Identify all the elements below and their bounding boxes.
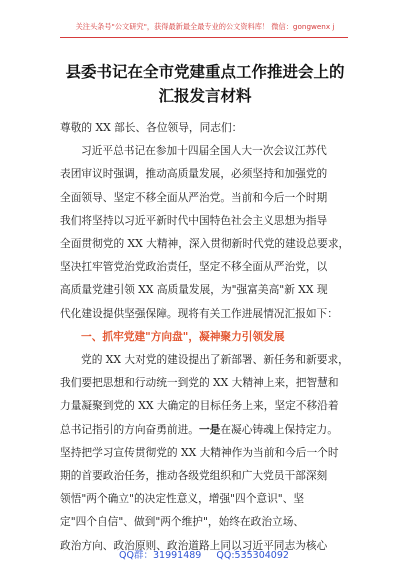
body-line: 坚持把学习宣传贯彻党的 XX 大精神作为当前和今后一个时	[60, 445, 339, 459]
title-line-2: 汇报发言材料	[158, 86, 252, 105]
body-line: 坚决扛牢管党治党政治责任，坚定不移全面从严治党，以	[60, 260, 328, 274]
footer-contact	[0, 547, 408, 561]
section-heading: 一、抓牢党建"方向盘"，凝神聚力引领发展	[81, 329, 285, 343]
document-title	[40, 60, 370, 108]
body-line: 力量凝聚到党的 XX 大确定的目标任务上来，坚定不移沿着	[60, 399, 339, 413]
header-notice: 关注头条号"公文研究"，获得最新最全最专业的公文资料库！ 微信：gongwenx j	[75, 22, 335, 31]
body-line: 期的首要政治任务，推动各级党组织和广大党员干部深刻	[60, 469, 328, 483]
body-line: 党的 XX 大对党的建设提出了新部署、新任务和新要求，	[81, 353, 349, 367]
body-line: 我们要把思想和行动统一到党的 XX 大精神上来，把智慧和	[60, 376, 339, 390]
body-line: 习近平总书记在参加十四届全国人大一次会议江苏代	[81, 144, 327, 158]
body-line: 全面贯彻党的 XX 大精神，深入贯彻新时代党的建设总要求，	[60, 237, 350, 251]
document-body	[60, 116, 354, 557]
body-text: 总书记指引的方向奋勇前进。	[60, 422, 199, 436]
emphasis-text: 一是	[198, 422, 221, 436]
footer-qq-group: QQ群：31991489	[119, 550, 202, 561]
body-line-mixed	[60, 418, 354, 441]
body-line: 代化建设提供坚强保障。现将有关工作进展情况汇报如下：	[60, 306, 338, 320]
body-line: 领悟"两个确立"的决定性意义，增强"四个意识"、坚	[60, 492, 305, 506]
header-divider	[60, 37, 348, 38]
body-line: 高质量党建引领 XX 高质量发展，为"强富美高"新 XX 现	[60, 283, 328, 297]
footer-qq: QQ:535304092	[216, 550, 289, 561]
body-line: 我们将坚持以习近平新时代中国特色社会主义思想为指导	[60, 213, 328, 227]
salutation: 尊敬的 XX 部长、各位领导，同志们：	[60, 121, 243, 134]
body-line: 定"四个自信"、做到"两个维护"，始终在政治立场、	[60, 515, 305, 529]
title-line-1: 县委书记在全市党建重点工作推进会上的	[65, 62, 345, 81]
body-line: 政治方向、政治原则、政治道路上同以习近平同志为核心	[60, 538, 328, 552]
body-text: 在凝心铸魂上保持定力。	[220, 422, 338, 436]
body-line: 表团审议时强调，推动高质量发展，必须坚持和加强党的	[60, 167, 328, 181]
body-line: 全面领导、坚定不移全面从严治党。当前和今后一个时期	[60, 190, 328, 204]
